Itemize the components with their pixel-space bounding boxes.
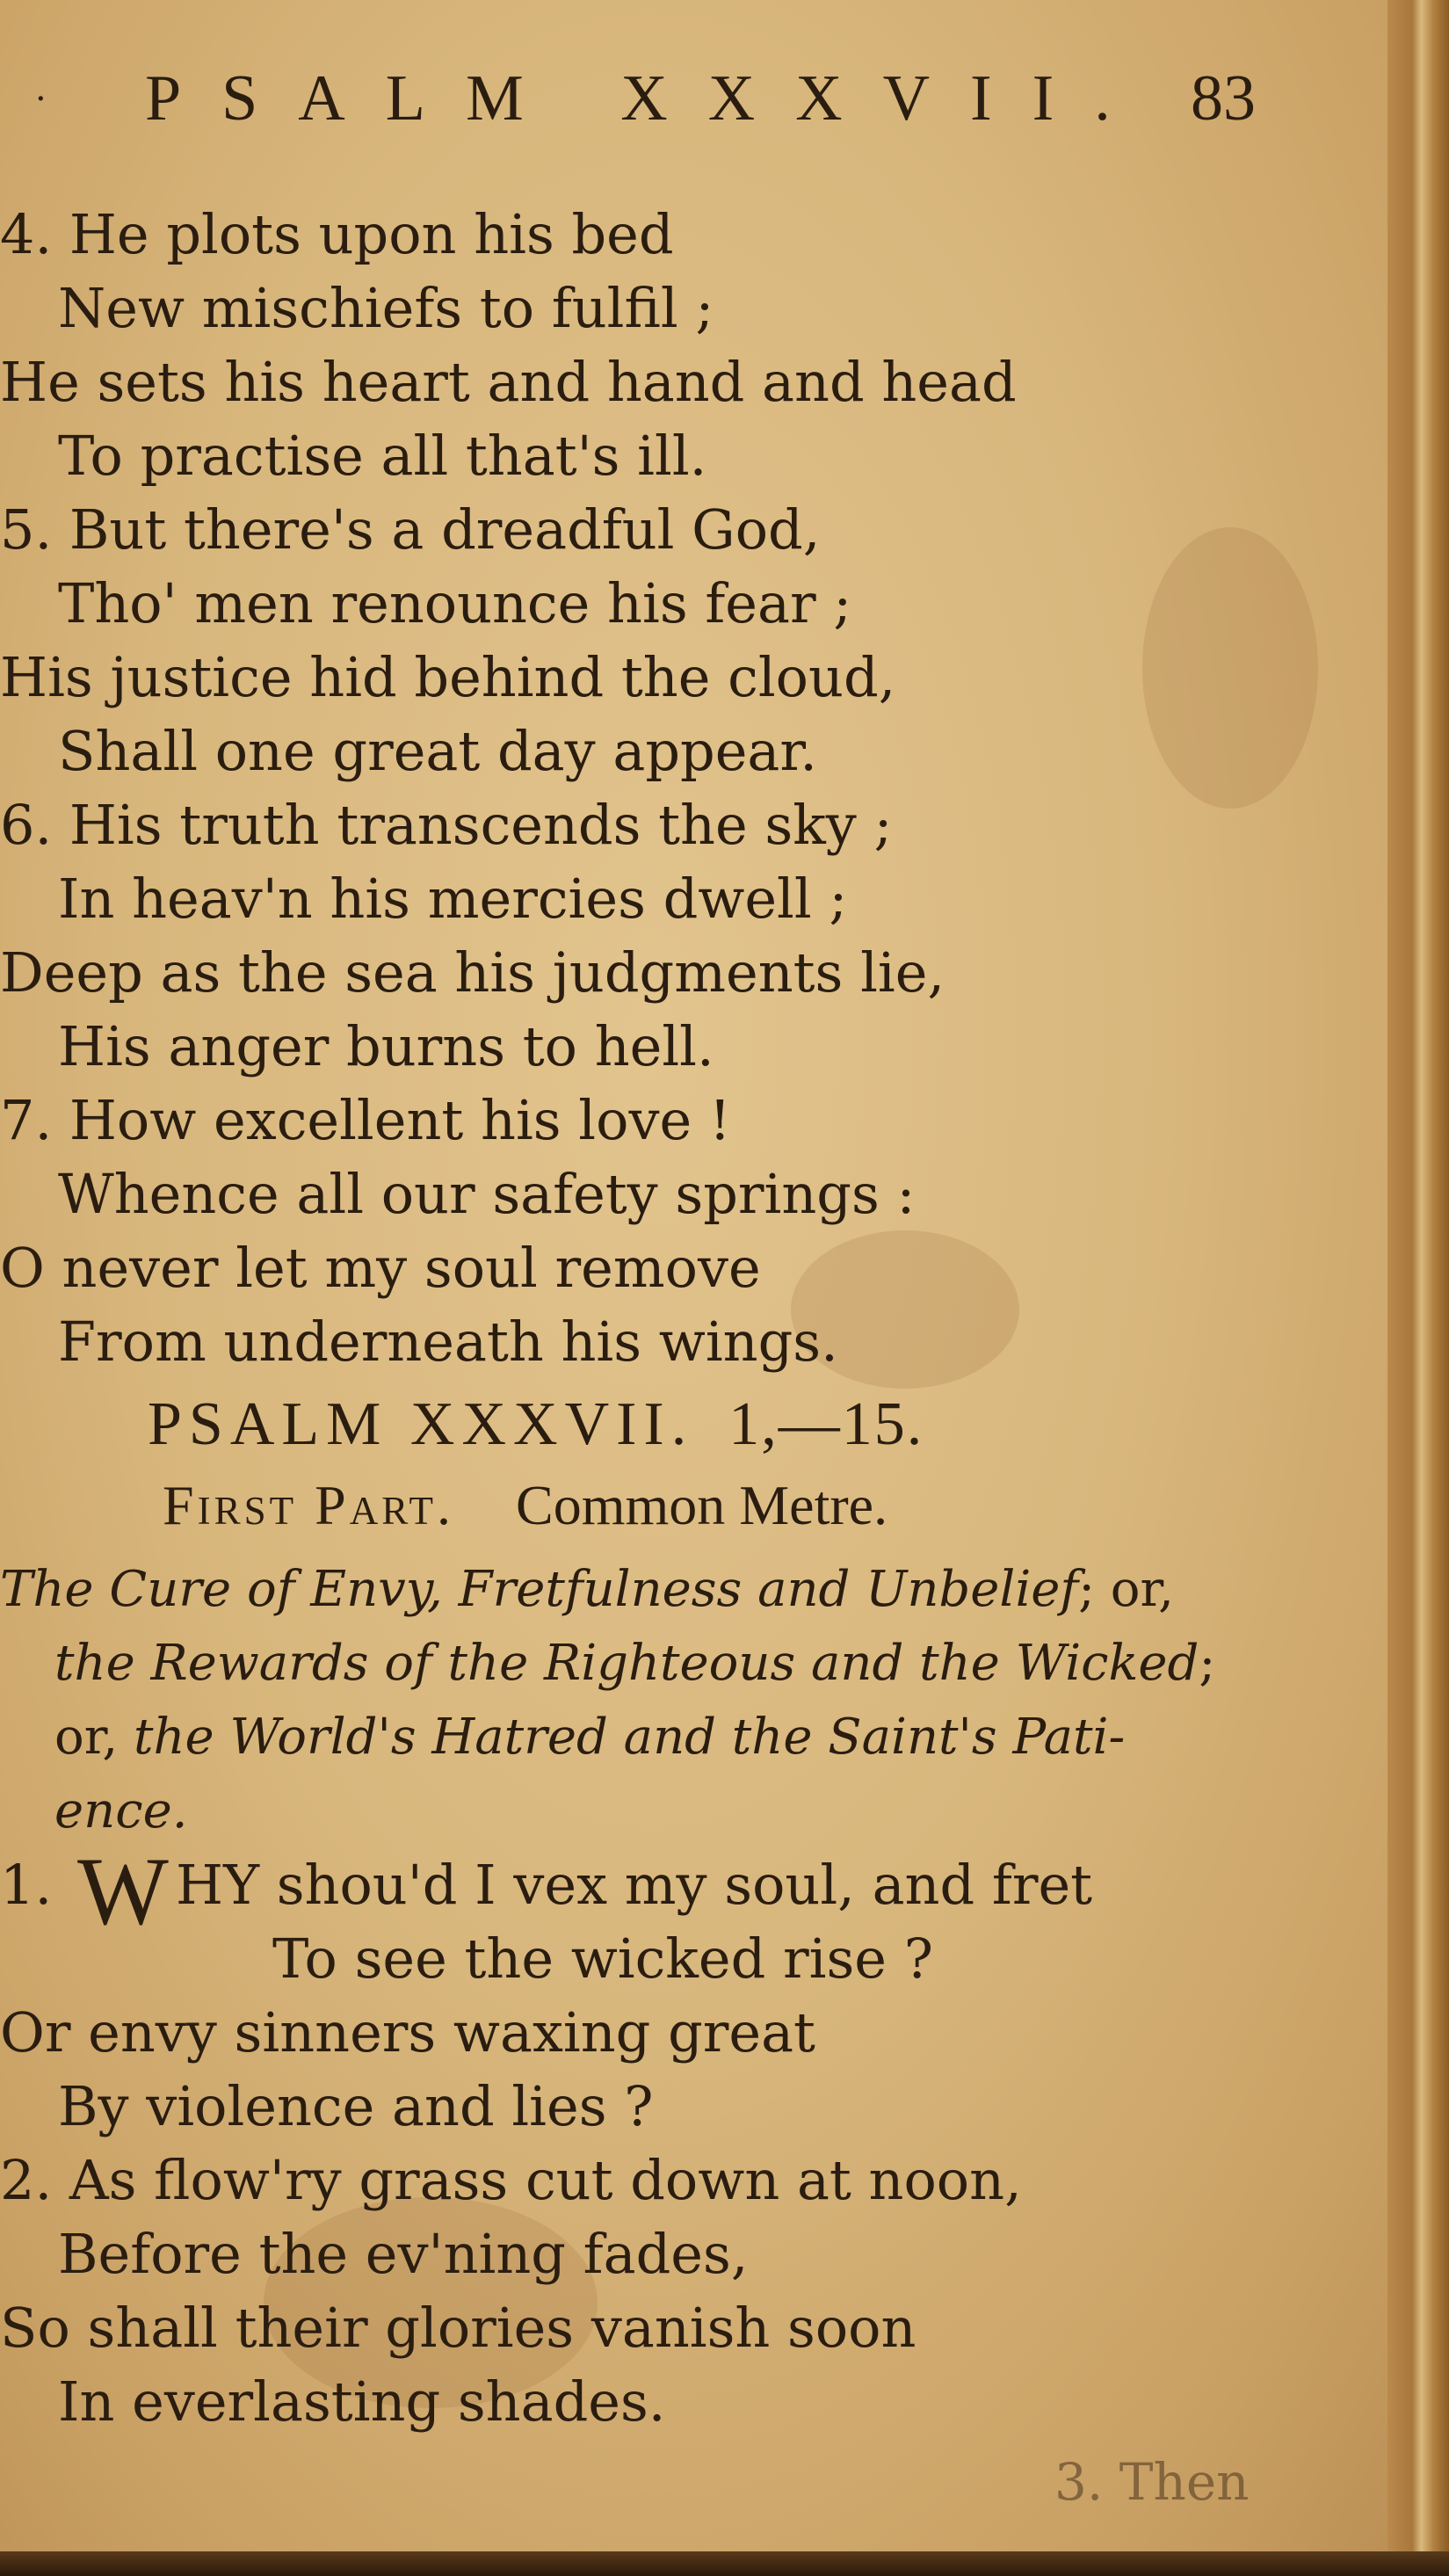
verse-text: HY shou'd I vex my soul, and fret bbox=[176, 1853, 1093, 1917]
verse-6 bbox=[0, 788, 1371, 1084]
psalm-argument bbox=[0, 1553, 1371, 1848]
verse-line: Deep as the sea his judgments lie, bbox=[0, 940, 945, 1005]
argument-line bbox=[0, 1553, 1371, 1627]
verse-1 bbox=[0, 1838, 1371, 2144]
verse-line: New mischiefs to fulfil ; bbox=[58, 276, 714, 340]
verse-line: 7. How excellent his love ! bbox=[0, 1088, 731, 1152]
verse-line: 6. His truth transcends the sky ; bbox=[0, 793, 893, 857]
verse-line: From underneath his wings. bbox=[58, 1310, 838, 1374]
section-reference: 1,—15. bbox=[728, 1390, 924, 1458]
verse-line: In heav'n his mercies dwell ; bbox=[58, 867, 848, 931]
verse-line: 4. He plots upon his bed bbox=[0, 202, 674, 266]
argument-text: the Rewards of the Righteous and the Wicked bbox=[54, 1635, 1199, 1692]
section-heading bbox=[0, 1388, 1371, 1469]
page-body bbox=[0, 198, 1371, 2439]
argument-line bbox=[0, 1701, 1371, 1774]
verse-line: Tho' men renounce his fear ; bbox=[58, 571, 852, 635]
part-line bbox=[0, 1469, 1371, 1549]
argument-text: the World's Hatred and the Saint's Pati- bbox=[133, 1709, 1126, 1766]
header-dot: · bbox=[35, 79, 47, 120]
verse-line: 2. As flow'ry grass cut down at noon, bbox=[0, 2148, 1022, 2212]
running-header bbox=[0, 62, 1449, 141]
verse-number: 1. bbox=[0, 1853, 53, 1917]
verse-5 bbox=[0, 493, 1371, 788]
verse-line bbox=[0, 1838, 1371, 1945]
argument-text: or, bbox=[54, 1709, 119, 1766]
argument-text: ; bbox=[1199, 1635, 1216, 1692]
catchword: 3. Then bbox=[1054, 2452, 1250, 2512]
page-bottom-edge bbox=[0, 2551, 1449, 2576]
verse-line: To practise all that's ill. bbox=[58, 424, 707, 488]
argument-text: ; or, bbox=[1078, 1561, 1174, 1618]
page-number: 83 bbox=[1191, 62, 1256, 134]
part-label: First Part. bbox=[163, 1474, 454, 1536]
verse-line: 5. But there's a dreadful God, bbox=[0, 497, 821, 562]
section-title: PSALM XXXVII. bbox=[148, 1390, 694, 1458]
verse-line: Shall one great day appear. bbox=[58, 719, 817, 783]
verse-line: Whence all our safety springs : bbox=[58, 1162, 916, 1226]
verse-line: Before the ev'ning fades, bbox=[58, 2222, 749, 2286]
verse-2 bbox=[0, 2144, 1371, 2439]
verse-7 bbox=[0, 1084, 1371, 1379]
drop-cap: W bbox=[77, 1838, 169, 1945]
page-edge bbox=[1387, 0, 1449, 2576]
verse-4 bbox=[0, 198, 1371, 493]
argument-line: ence. bbox=[54, 1782, 188, 1839]
metre-label: Common Metre. bbox=[516, 1474, 888, 1536]
argument-line bbox=[0, 1627, 1371, 1701]
verse-line: He sets his heart and hand and head bbox=[0, 350, 1017, 414]
verse-line: So shall their glories vanish soon bbox=[0, 2296, 916, 2360]
verse-line: To see the wicked rise ? bbox=[272, 1927, 933, 1991]
verse-line: His justice hid behind the cloud, bbox=[0, 645, 896, 709]
verse-line: By violence and lies ? bbox=[58, 2074, 654, 2138]
header-title: PSALM XXXVII. bbox=[145, 62, 1151, 134]
verse-line: His anger burns to hell. bbox=[58, 1014, 714, 1078]
verse-line: Or envy sinners waxing great bbox=[0, 2000, 815, 2064]
verse-line: In everlasting shades. bbox=[58, 2369, 666, 2434]
argument-text: The Cure of Envy, Fretfulness and Unbelief bbox=[0, 1561, 1079, 1618]
verse-line: O never let my soul remove bbox=[0, 1236, 761, 1300]
